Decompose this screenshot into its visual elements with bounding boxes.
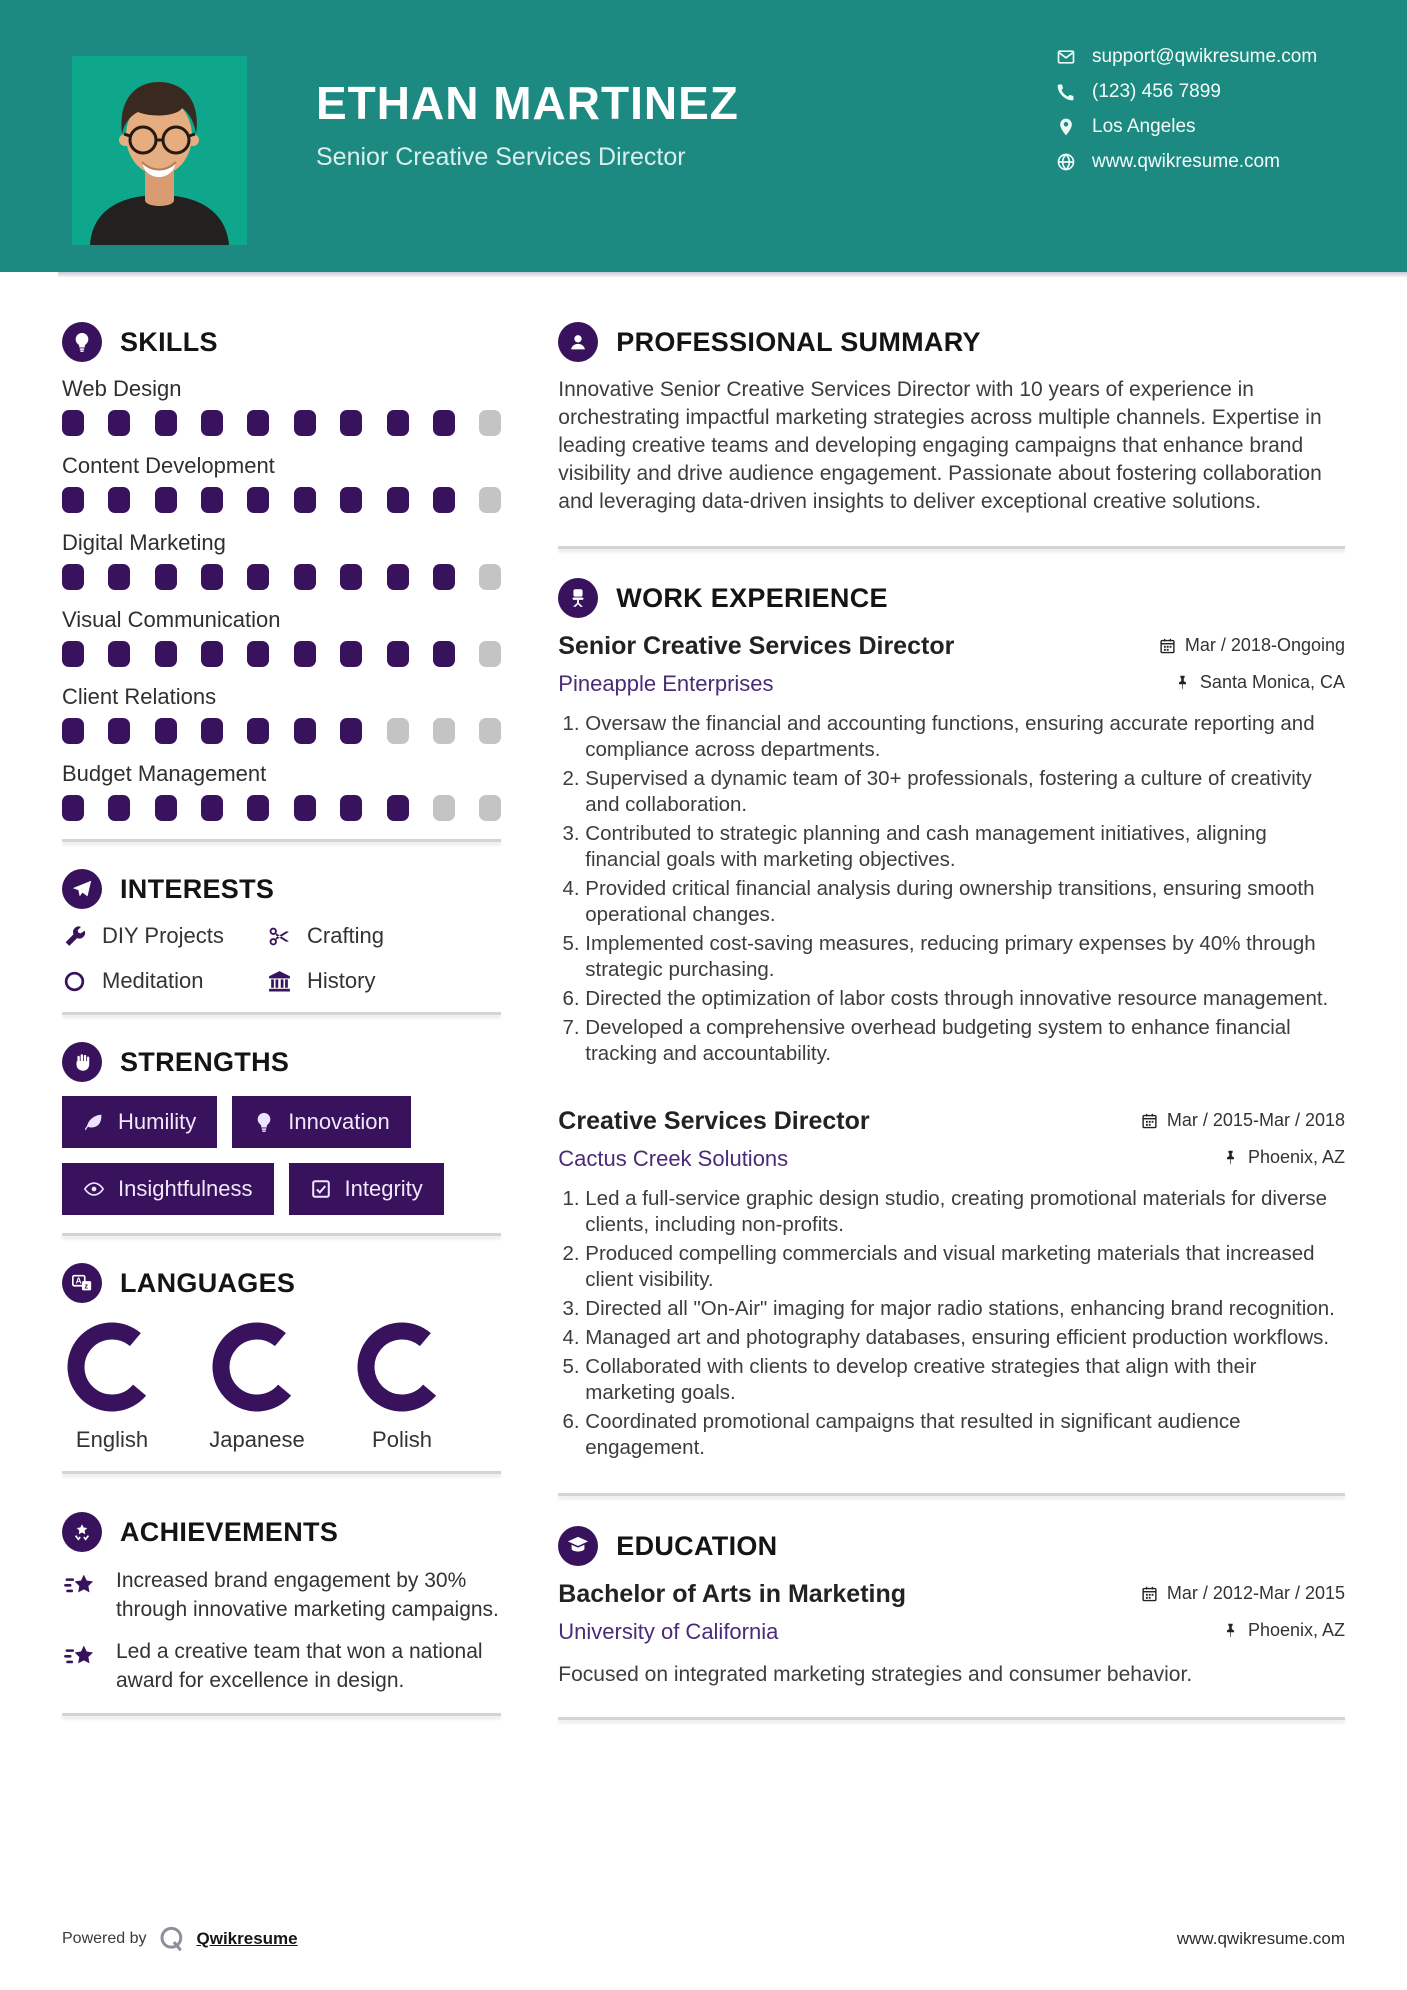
skill-dot [294,564,316,590]
languages-heading-text: LANGUAGES [120,1267,296,1298]
job-bullet: 3. Directed all "On-Air" imaging for major radio stations, enhancing brand recognition. [585,1296,1345,1322]
skill-label: Digital Marketing [62,530,226,555]
job-dates-text: Mar / 2018-Ongoing [1184,635,1345,655]
languages-heading [62,1263,501,1303]
summary-text: Innovative Senior Creative Services Director with 10 years of experience in orchestrating impactful marketing strategies across multiple channels. Expertise in leading creative teams and developing engaging campaigns that enhance brand visibility and drive audience engagement. Passionate about fostering collaboration and leveraging data-driven insights to deliver exceptional creative solutions. [558,378,1322,513]
job-dates [1141,1110,1345,1131]
skill-dot [387,564,409,590]
company-link[interactable]: Pineapple Enterprises [558,671,774,696]
skill-dot [479,795,501,821]
languages-section [62,1263,501,1453]
contact-text: www.qwikresume.com [1092,151,1280,172]
globe-icon [1056,152,1076,172]
footer-website: www.qwikresume.com [1176,1929,1345,1948]
contact-item [1056,116,1317,138]
education-dates-text: Mar / 2012-Mar / 2015 [1166,1583,1345,1603]
skill-dot [387,718,409,744]
summary-heading-text: PROFESSIONAL SUMMARY [616,326,981,357]
strengths-list [62,1096,501,1215]
museum-icon [267,969,292,994]
eye-icon [83,1178,105,1200]
skill-dot [387,410,409,436]
strengths-heading-text: STRENGTHS [120,1046,290,1077]
achievement-text: Led a creative team that won a national award for excellence in design. [116,1640,483,1692]
header [0,0,1407,272]
powered-by-label: Powered by [62,1930,147,1947]
skill-item [62,453,501,513]
education-location [1222,1620,1345,1641]
achievement-text: Increased brand engagement by 30% through innovative marketing campaigns. [116,1569,499,1621]
header-shadow [58,272,1407,278]
skill-dot [201,641,223,667]
qwikresume-logo-icon [157,1924,187,1954]
job-location [1222,1147,1345,1168]
location-pin-icon [1056,117,1076,137]
skill-dot [479,718,501,744]
skill-dot [433,795,455,821]
skill-dot [155,795,177,821]
contact-text: (123) 456 7899 [1092,81,1221,102]
person-icon [567,331,589,353]
language-level-donut [352,1317,452,1417]
language-item [352,1317,452,1453]
pushpin-icon [1222,1622,1239,1639]
skill-dot [62,410,84,436]
svg-text:z: z [84,1281,89,1291]
skill-dot [247,641,269,667]
skill-dot [155,564,177,590]
achievements-heading [62,1512,501,1552]
person-name: ETHAN MARTINEZ [316,77,739,129]
wrench-icon [62,924,87,949]
job-bullet: 4. Managed art and photography databases, ensuring efficient production workflows. [585,1325,1345,1351]
skill-dot [201,564,223,590]
skill-item [62,684,501,744]
scissors-icon [267,924,292,949]
language-item [207,1317,307,1453]
calendar-icon [1141,1585,1158,1602]
job-dates-text: Mar / 2015-Mar / 2018 [1166,1110,1345,1130]
contact-item[interactable] [1056,151,1317,173]
skill-label: Content Development [62,453,275,478]
contact-item[interactable] [1056,46,1317,68]
strength-label: Humility [118,1109,197,1134]
bulb-small-icon [253,1111,275,1133]
job-bullet: 6. Directed the optimization of labor costs through innovative resource management. [585,986,1345,1012]
pushpin-icon [1222,1149,1239,1166]
job-bullet: 1. Oversaw the financial and accounting functions, ensuring accurate reporting and compliance across departments. [585,711,1345,763]
job-bullet: 6. Coordinated promotional campaigns that resulted in significant audience engagement. [585,1409,1345,1461]
email-icon [1056,47,1076,67]
skill-rating [62,641,501,667]
resume-body [0,272,1407,1743]
skill-rating [62,410,501,436]
skill-dot [294,641,316,667]
shooting-star-icon [62,1569,100,1603]
skill-dot [247,410,269,436]
skill-rating [62,487,501,513]
skill-dot [479,564,501,590]
strength-label: Insightfulness [118,1176,253,1201]
divider [558,546,1345,549]
job-location [1174,672,1345,693]
skill-dot [201,795,223,821]
skills-list [62,376,501,821]
job-bullet: 1. Led a full-service graphic design studio, creating promotional materials for diverse clients, including non-profits. [585,1186,1345,1238]
strength-label: Integrity [344,1176,423,1201]
divider [558,1493,1345,1496]
company-link[interactable]: Cactus Creek Solutions [558,1146,789,1171]
skill-dot [201,718,223,744]
contact-list [1056,46,1317,186]
interest-item [267,923,501,949]
achievements-heading-text: ACHIEVEMENTS [120,1516,339,1547]
svg-text:A: A [75,1276,82,1286]
skill-dot [294,487,316,513]
contact-item [1056,81,1317,103]
divider [558,1717,1345,1720]
calendar-icon [1141,1112,1158,1129]
skill-dot [340,718,362,744]
strength-label: Innovation [288,1109,390,1134]
medal-icon [71,1521,93,1543]
pushpin-icon [1174,674,1191,691]
office-chair-icon [567,587,589,609]
summary-heading [558,322,1345,362]
skill-dot [433,487,455,513]
translate-icon [71,1272,93,1294]
skill-dot [387,487,409,513]
education-note: Focused on integrated marketing strategies and consumer behavior. [558,1663,1193,1686]
skill-dot [108,410,130,436]
divider [62,1713,501,1716]
footer [62,1924,1345,1954]
skill-dot [155,718,177,744]
experience-heading-text: WORK EXPERIENCE [616,582,888,613]
skill-rating [62,564,501,590]
language-level-donut [62,1317,162,1417]
education-heading-text: EDUCATION [616,1530,778,1561]
skill-item [62,607,501,667]
interest-label: DIY Projects [102,923,224,948]
lightbulb-icon [71,331,93,353]
job-dates [1159,635,1345,656]
divider [62,1233,501,1236]
strength-badge [62,1163,274,1215]
sidebar [62,272,501,1743]
job-location-text: Santa Monica, CA [1199,672,1345,692]
person-job-title: Senior Creative Services Director [316,143,686,171]
skill-dot [201,410,223,436]
experience-heading [558,578,1345,618]
leaf-icon [83,1111,105,1133]
job-bullet: 4. Provided critical financial analysis during ownership transitions, ensuring smooth operational changes. [585,876,1345,928]
skill-dot [108,795,130,821]
skill-label: Client Relations [62,684,217,709]
skill-dot [247,564,269,590]
interest-label: Meditation [102,968,204,993]
job-bullet: 5. Implemented cost-saving measures, reducing primary expenses by 40% through strategic purchasing. [585,931,1345,983]
skill-dot [433,718,455,744]
job-bullet: 7. Developed a comprehensive overhead budgeting system to enhance financial tracking and accountability. [585,1015,1345,1067]
skill-dot [62,641,84,667]
skill-item [62,376,501,436]
strength-badge [62,1096,217,1148]
interests-list [62,923,501,994]
strengths-section [62,1042,501,1215]
job-bullet: 2. Produced compelling commercials and visual marketing materials that increased client visibility. [585,1241,1345,1293]
strengths-heading [62,1042,501,1082]
interest-item [267,968,501,994]
skill-dot [433,564,455,590]
education-section [558,1526,1345,1687]
achievements-list [62,1566,501,1695]
skill-item [62,530,501,590]
skill-dot [340,410,362,436]
interests-heading [62,869,501,909]
job-bullet: 5. Collaborated with clients to develop creative strategies that align with their marketing goals. [585,1354,1345,1406]
skills-heading-text: SKILLS [120,326,218,357]
skill-rating [62,795,501,821]
skills-section [62,322,501,821]
education-heading [558,1526,1345,1566]
contact-text: support@qwikresume.com [1092,46,1318,67]
skill-dot [108,641,130,667]
education-location-text: Phoenix, AZ [1247,1620,1345,1640]
skills-heading [62,322,501,362]
skill-dot [62,564,84,590]
job-bullets [558,711,1345,1067]
fist-icon [71,1051,93,1073]
main-column [558,272,1345,1743]
skill-rating [62,718,501,744]
calendar-icon [1159,637,1176,654]
summary-section [558,322,1345,516]
job-title: Senior Creative Services Director [558,632,955,660]
skill-dot [340,487,362,513]
skill-dot [433,641,455,667]
language-label: Polish [372,1427,432,1452]
skill-dot [433,410,455,436]
skill-dot [155,410,177,436]
job-bullet: 2. Supervised a dynamic team of 30+ professionals, fostering a culture of creativity and collaboration. [585,766,1345,818]
language-item [62,1317,162,1453]
language-level-donut [207,1317,307,1417]
interests-section [62,869,501,994]
skill-dot [108,564,130,590]
jobs-list [558,632,1345,1461]
divider [62,1471,501,1474]
language-label: Japanese [209,1427,305,1452]
skill-dot [247,487,269,513]
achievements-section [62,1512,501,1695]
skill-item [62,761,501,821]
language-label: English [75,1427,149,1452]
skill-dot [201,487,223,513]
experience-section [558,578,1345,1461]
languages-list [62,1317,501,1453]
skill-dot [62,718,84,744]
skill-dot [108,718,130,744]
phone-icon [1056,82,1076,102]
interest-label: History [307,968,376,993]
skill-dot [62,795,84,821]
skill-dot [247,718,269,744]
skill-dot [387,795,409,821]
achievement-item [62,1637,501,1695]
skill-dot [387,641,409,667]
education-entry [558,1580,1345,1687]
skill-dot [340,641,362,667]
skill-dot [340,564,362,590]
job-title: Creative Services Director [558,1107,870,1135]
achievement-item [62,1566,501,1624]
job-bullets [558,1186,1345,1461]
skill-dot [247,795,269,821]
interest-label: Crafting [307,923,385,948]
job-entry [558,632,1345,1067]
strength-badge [232,1096,411,1148]
skill-dot [294,410,316,436]
skill-label: Visual Communication [62,607,281,632]
skill-label: Budget Management [62,761,267,786]
circle-icon [62,969,87,994]
powered-by [62,1924,298,1954]
school-link[interactable]: University of California [558,1619,779,1644]
skill-dot [155,487,177,513]
profile-photo [72,56,247,245]
skill-dot [294,718,316,744]
divider [62,839,501,842]
contact-text: Los Angeles [1092,116,1196,137]
paper-plane-icon [71,878,93,900]
job-bullet: 3. Contributed to strategic planning and cash management initiatives, aligning financial goals with marketing objectives. [585,821,1345,873]
interest-item [62,968,267,994]
skill-dot [479,641,501,667]
skill-dot [108,487,130,513]
skill-dot [62,487,84,513]
skill-dot [155,641,177,667]
skill-dot [479,410,501,436]
interests-heading-text: INTERESTS [120,873,275,904]
shooting-star-icon [62,1640,100,1674]
degree-title: Bachelor of Arts in Marketing [558,1580,907,1608]
graduation-cap-icon [567,1535,589,1557]
strength-badge [289,1163,444,1215]
skill-label: Web Design [62,376,182,401]
interest-item [62,923,267,949]
qwikresume-link[interactable]: Qwikresume [196,1929,298,1948]
divider [62,1012,501,1015]
checkbox-icon [310,1178,332,1200]
skill-dot [294,795,316,821]
skill-dot [479,487,501,513]
identity-block [316,76,739,172]
skill-dot [340,795,362,821]
job-entry [558,1107,1345,1461]
education-dates [1141,1583,1345,1604]
job-location-text: Phoenix, AZ [1247,1147,1345,1167]
